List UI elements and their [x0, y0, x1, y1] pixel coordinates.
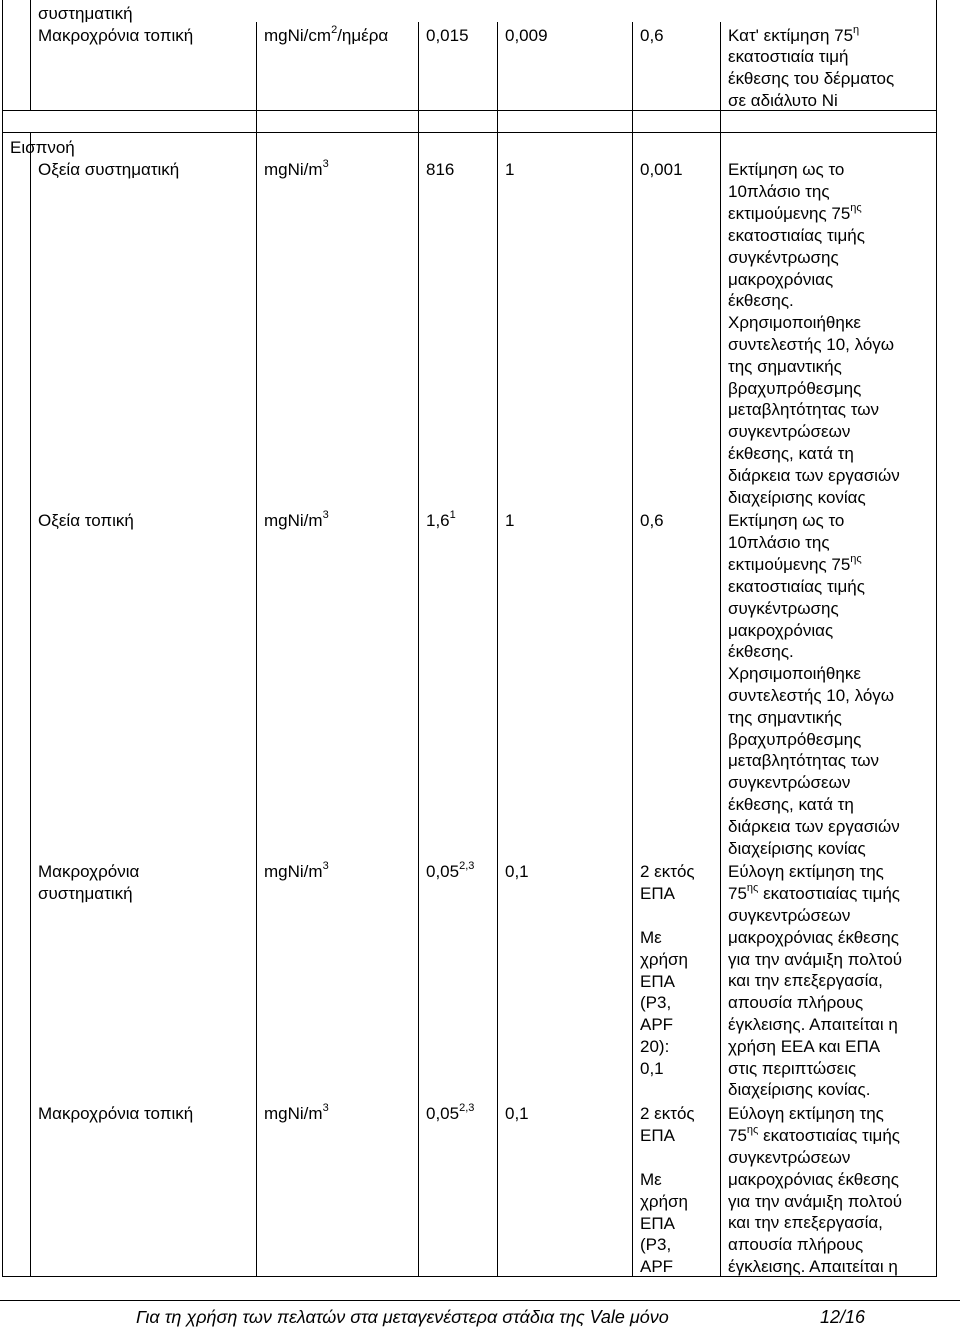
- value-cell: 0,009: [505, 26, 548, 45]
- row-divider: [2, 132, 936, 133]
- unit-cell: mgNi/$cm^2$/ημέρα: [264, 24, 389, 45]
- note-cell: συγκεντρώσεων μακροχρόνιας έκθεσης για την ανάμιξη πολτού και την επεξεργασία, απουσία πλήρους έγκλεισης. Απαιτείται η: [728, 1148, 903, 1276]
- column-divider: [30, 132, 31, 1277]
- column-divider: [256, 132, 257, 1277]
- unit-cell: mgNi/$m^3$: [264, 1102, 329, 1123]
- value-cell: 0,1: [505, 862, 529, 881]
- page-footer: Για τη χρήση των πελατών στα μεταγενέστερα στάδια της Vale μόνο: [136, 1307, 669, 1327]
- unit-cell: mgNi/$m^3$: [264, 860, 329, 881]
- value-cell: Με χρήση ΕΠΑ (Ρ3, APF: [640, 1170, 688, 1277]
- value-cell: 0,6: [640, 511, 664, 530]
- note-cell: εκτιμούμενης $75^{\eta\varsigma}$: [728, 553, 862, 574]
- value-cell: Με χρήση ΕΠΑ (Ρ3, APF 20): 0,1: [640, 928, 688, 1078]
- table-border-right: [936, 0, 937, 1277]
- value-cell: 2 εκτός ΕΠΑ: [640, 1104, 695, 1145]
- note-cell: εκατοστιαία τιμή έκθεσης του δέρματος σε αδιάλυτο Ni: [728, 47, 895, 110]
- note-cell: $75^{\eta\varsigma}$ εκατοστιαίας τιμής: [728, 1124, 900, 1145]
- row-label: Οξεία τοπική: [38, 511, 134, 530]
- note-cell: εκατοστιαίας τιμής συγκέντρωσης μακροχρόνιας έκθεσης. Χρησιμοποιήθηκε συντελεστής 10, λόγω της σημαντικής βραχυπρόθεσμης μεταβλητότητας των συγκεντρώσεων έκθεσης, κατά τη διάρκεια των εργασιών διαχείρισης κονίας: [728, 577, 900, 858]
- note-cell: συγκεντρώσεων μακροχρόνιας έκθεσης για την ανάμιξη πολτού και την επεξεργασία, απουσία πλήρους έγκλεισης. Απαιτείται η χρήση ΕΕΑ και ΕΠΑ στις περιπτώσεις διαχείρισης κονίας.: [728, 906, 903, 1100]
- column-divider: [256, 22, 257, 132]
- value-cell: 0,6: [640, 26, 664, 45]
- value-cell: 0,05$^{2,3}$: [426, 860, 475, 881]
- column-divider: [632, 22, 633, 1277]
- value-cell: 0,1: [505, 1104, 529, 1123]
- value-cell: 2 εκτός ΕΠΑ: [640, 862, 695, 903]
- section-label: Εισπνοή: [10, 138, 75, 157]
- value-cell: 0,015: [426, 26, 469, 45]
- value-cell: 0,05$^{2,3}$: [426, 1102, 475, 1123]
- column-divider: [497, 22, 498, 1277]
- note-cell: Εκτίμηση ως το 10πλάσιο της: [728, 511, 845, 552]
- row-label: Μακροχρόνια τοπική: [38, 1104, 194, 1123]
- column-divider: [720, 22, 721, 1277]
- value-cell: $1,6^1$: [426, 509, 456, 530]
- value-cell: 816: [426, 160, 455, 179]
- column-divider: [30, 0, 31, 110]
- note-cell: $75^{\eta\varsigma}$ εκατοστιαίας τιμής: [728, 882, 900, 903]
- row-label: Μακροχρόνια τοπική: [38, 26, 194, 45]
- note-cell: εκατοστιαίας τιμής συγκέντρωσης μακροχρόνιας έκθεσης. Χρησιμοποιήθηκε συντελεστής 10, λόγω της σημαντικής βραχυπρόθεσμης μεταβλητότητας των συγκεντρώσεων έκθεσης, κατά τη διάρκεια των εργασιών διαχείρισης κονίας: [728, 226, 900, 507]
- note-cell: Κατ' εκτίμηση $75^\eta$: [728, 24, 860, 45]
- column-divider: [418, 22, 419, 1277]
- value-cell: 0,001: [640, 160, 683, 179]
- note-cell: Εκτίμηση ως το 10πλάσιο της: [728, 160, 845, 201]
- unit-cell: mgNi/$m^3$: [264, 158, 329, 179]
- page-number: 12/16: [820, 1307, 866, 1327]
- row-label: Μακροχρόνια συστηματική: [38, 862, 140, 903]
- unit-cell: mgNi/$m^3$: [264, 509, 329, 530]
- value-cell: 1: [505, 511, 515, 530]
- note-cell: εκτιμούμενης $75^{\eta\varsigma}$: [728, 202, 862, 223]
- note-cell: Εύλογη εκτίμηση της: [728, 1104, 884, 1123]
- note-cell: Εύλογη εκτίμηση της: [728, 862, 884, 881]
- table-border-left: [2, 0, 3, 1277]
- row-label: Οξεία συστηματική: [38, 160, 180, 179]
- row-label: συστηματική: [38, 4, 133, 23]
- value-cell: 1: [505, 160, 515, 179]
- footer-rule: [0, 1300, 960, 1301]
